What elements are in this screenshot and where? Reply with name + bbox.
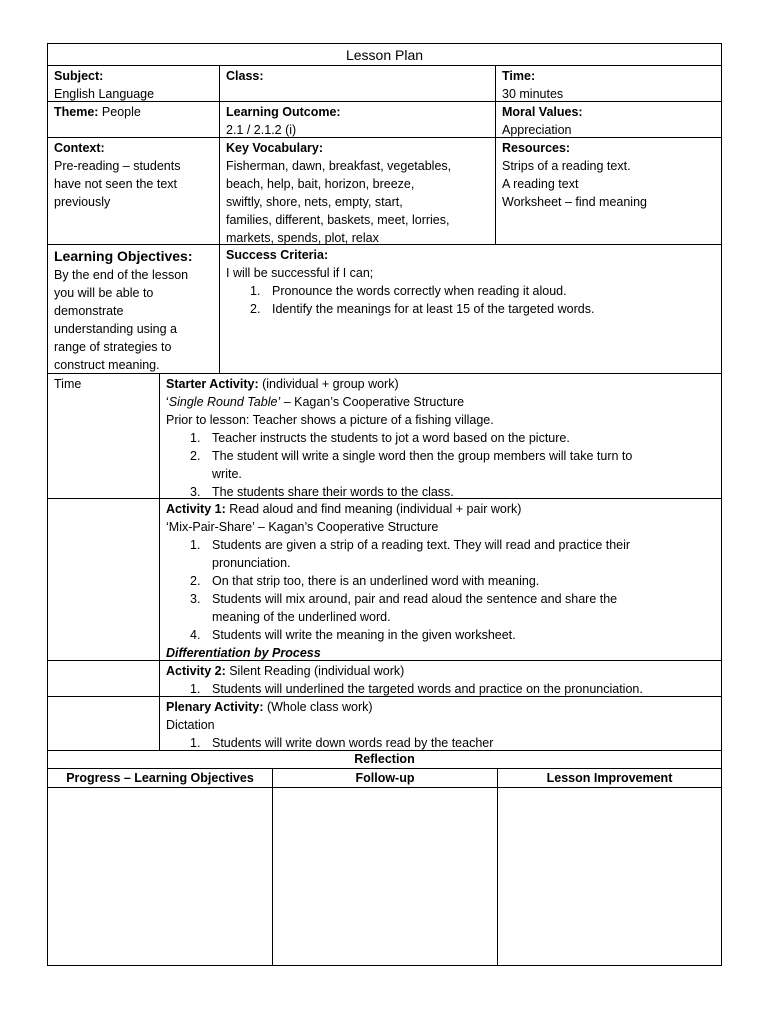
objectives-line: construct meaning. [54, 358, 160, 372]
success-intro: I will be successful if I can; [226, 266, 374, 280]
objectives-label: Learning Objectives: [54, 248, 193, 264]
activity-2 [160, 661, 721, 698]
plenary-mode: (Whole class work) [263, 700, 373, 714]
starter-structure-rest: – Kagan’s Cooperative Structure [280, 395, 465, 409]
rule [272, 768, 273, 966]
page-title: Lesson Plan [345, 47, 424, 63]
plenary-activity [160, 697, 721, 752]
activity1-mode: Read aloud and find meaning (individual + pair work) [225, 502, 522, 516]
subject-label: Subject: [54, 69, 104, 83]
theme-value: People [98, 105, 141, 119]
list-item: 1. Teacher instructs the students to jot a word based on the picture. [190, 431, 570, 445]
activity2-label: Activity 2: [166, 664, 226, 678]
activity1-structure: ‘Mix-Pair-Share’ – Kagan’s Cooperative Structure [166, 520, 439, 534]
moral-cell [496, 102, 721, 139]
outcome-cell [220, 102, 495, 139]
reflection-col-followup: Follow-up [355, 771, 415, 785]
reflection-title: Reflection [354, 752, 415, 766]
context-line: Pre-reading – students [54, 159, 181, 173]
success-cell [220, 245, 721, 318]
list-item: 3. Students will mix around, pair and read aloud the sentence and share the meaning of the underlined word. [190, 592, 618, 624]
resources-line: Worksheet – find meaning [502, 195, 647, 209]
class-cell [220, 66, 495, 85]
list-item: 4. Students will write the meaning in the given worksheet. [190, 628, 516, 642]
vocab-line: beach, help, bait, horizon, breeze, [226, 177, 415, 191]
vocab-line: families, different, baskets, meet, lorries, [226, 213, 450, 227]
moral-label: Moral Values: [502, 105, 583, 119]
subject-cell [48, 66, 219, 103]
class-label: Class: [226, 69, 264, 83]
theme-label: Theme: [54, 105, 99, 119]
border-bottom [47, 965, 722, 966]
context-line: previously [54, 195, 111, 209]
subject-value: English Language [54, 87, 155, 101]
outcome-label: Learning Outcome: [226, 105, 341, 119]
objectives-line: By the end of the lesson [54, 268, 189, 282]
context-line: have not seen the text [54, 177, 178, 191]
starter-label: Starter Activity: [166, 377, 259, 391]
outcome-value: 2.1 / 2.1.2 (i) [226, 123, 297, 137]
list-item: 1. Students will write down words read by the teacher [190, 736, 494, 750]
reflection-col-improvement: Lesson Improvement [546, 771, 673, 785]
plenary-label: Plenary Activity: [166, 700, 264, 714]
vocab-cell [220, 138, 495, 247]
time-column-label: Time [54, 377, 82, 391]
time-label: Time: [502, 69, 536, 83]
context-label: Context: [54, 141, 105, 155]
objectives-cell [48, 245, 219, 374]
vocab-label: Key Vocabulary: [226, 141, 324, 155]
time-cell [496, 66, 721, 103]
resources-line: A reading text [502, 177, 579, 191]
plenary-list [166, 734, 715, 752]
differentiation-note: Differentiation by Process [166, 646, 321, 660]
theme-cell [48, 102, 219, 121]
starter-activity [160, 374, 721, 501]
success-list [226, 282, 715, 318]
list-item: 1. Pronounce the words correctly when reading it aloud. [250, 284, 567, 298]
list-item: 2. The student will write a single word then the group members will take turn to write. [190, 449, 633, 481]
activity-1 [160, 499, 721, 662]
objectives-line: demonstrate [54, 304, 124, 318]
prior-label: Prior to lesson: [166, 413, 250, 427]
activity1-list [166, 536, 715, 644]
rule [497, 768, 498, 966]
activity2-list [166, 680, 715, 698]
reflection-col-progress: Progress – Learning Objectives [66, 771, 254, 785]
prior-text: Teacher shows a picture of a fishing village. [249, 413, 494, 427]
activity2-mode: Silent Reading (individual work) [225, 664, 405, 678]
starter-mode: (individual + group work) [258, 377, 399, 391]
resources-label: Resources: [502, 141, 571, 155]
objectives-line: understanding using a [54, 322, 178, 336]
starter-list [166, 429, 715, 501]
starter-quote: ‘ [166, 395, 169, 409]
plenary-type: Dictation [166, 718, 215, 732]
starter-structure: Single Round Table’ [168, 395, 281, 409]
resources-line: Strips of a reading text. [502, 159, 631, 173]
objectives-line: you will be able to [54, 286, 154, 300]
context-cell [48, 138, 219, 211]
rule [47, 787, 722, 788]
border-right [721, 43, 722, 966]
activity1-label: Activity 1: [166, 502, 226, 516]
list-item: 1. Students are given a strip of a reading text. They will read and practice their pronunciation. [190, 538, 631, 570]
list-item: 2. Identify the meanings for at least 15 of the targeted words. [250, 302, 595, 316]
list-item: 2. On that strip too, there is an underlined word with meaning. [190, 574, 540, 588]
time-value: 30 minutes [502, 87, 564, 101]
vocab-line: Fisherman, dawn, breakfast, vegetables, [226, 159, 452, 173]
vocab-line: swiftly, shore, nets, empty, start, [226, 195, 403, 209]
resources-cell [496, 138, 721, 211]
success-label: Success Criteria: [226, 248, 329, 262]
moral-value: Appreciation [502, 123, 572, 137]
objectives-line: range of strategies to [54, 340, 172, 354]
vocab-line: markets, spends, plot, relax [226, 231, 379, 245]
list-item: 3. The students share their words to the class. [190, 485, 454, 499]
list-item: 1. Students will underlined the targeted words and practice on the pronunciation. [190, 682, 643, 696]
